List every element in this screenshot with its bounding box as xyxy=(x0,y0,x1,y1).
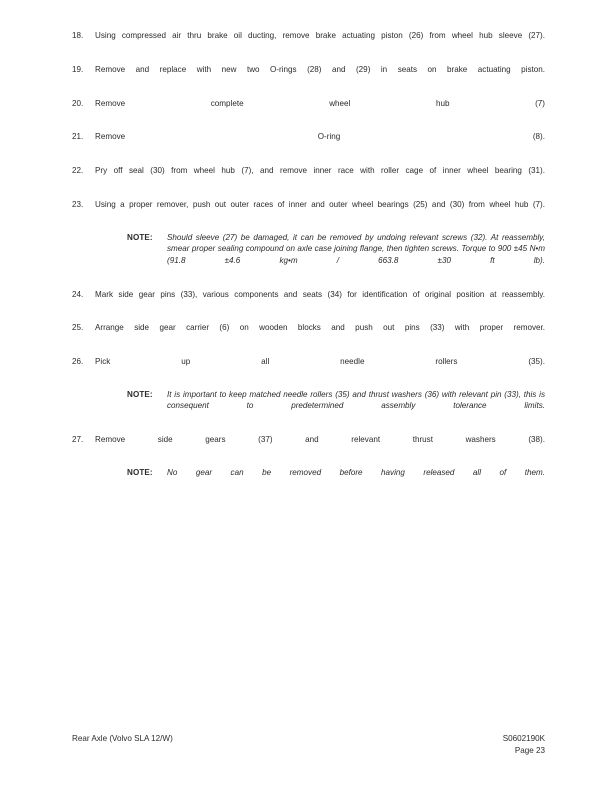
procedure-step xyxy=(72,64,545,87)
step-number: 21. xyxy=(72,132,84,142)
step-text: Remove side gears (37) and relevant thrust washers (38). xyxy=(95,435,545,445)
step-number: 22. xyxy=(72,166,84,176)
note-block xyxy=(127,389,545,423)
step-text: Pick up all needle rollers (35). xyxy=(95,357,545,367)
procedure-step xyxy=(72,322,545,345)
procedure-step xyxy=(72,434,545,457)
step-number: 23. xyxy=(72,200,84,210)
procedure-step xyxy=(72,165,545,188)
note-label: NOTE: xyxy=(127,232,153,242)
step-text: Using compressed air thru brake oil ducting, remove brake actuating piston (26) from wheel hub sleeve (27). xyxy=(95,31,545,40)
step-number: 20. xyxy=(72,98,84,108)
procedure-body xyxy=(72,30,545,490)
note-text: It is important to keep matched needle rollers (35) and thrust washers (36) with relevant pin (33), this is consequent to predetermined assembly tolerance limits. xyxy=(167,389,545,411)
footer-document-code: S0602190K xyxy=(502,734,545,743)
procedure-step xyxy=(72,98,545,121)
footer-page-number: Page 23 xyxy=(514,746,545,755)
step-number: 27. xyxy=(72,435,84,445)
step-number: 26. xyxy=(72,357,84,367)
step-text: Using a proper remover, push out outer races of inner and outer wheel bearings (25) and (30) from wheel hub (7). xyxy=(95,200,545,210)
note-text: No gear can be removed before having released all of them. xyxy=(167,467,545,477)
note-label: NOTE: xyxy=(127,389,153,399)
footer-section-title: Rear Axle (Volvo SLA 12/W) xyxy=(72,734,173,743)
note-block xyxy=(127,467,545,490)
step-number: 18. xyxy=(72,31,84,40)
note-text: Should sleeve (27) be damaged, it can be removed by undoing relevant screws (32). At reassembly, smear proper sealing compound on axle case joining flange, then tighten screws. Torque to 900 ±45 N•m (91.8 ±4.6 kg•m / 663.8 ±30 ft lb). xyxy=(167,232,545,265)
step-text: Remove and replace with new two O-rings (28) and (29) in seats on brake actuating piston. xyxy=(95,64,545,74)
procedure-step xyxy=(72,131,545,154)
footer-meta xyxy=(503,733,545,757)
step-number: 24. xyxy=(72,289,84,299)
procedure-step xyxy=(72,199,545,222)
step-text: Arrange side gear carrier (6) on wooden blocks and push out pins (33) with proper remover. xyxy=(95,323,545,333)
step-text: Mark side gear pins (33), various components and seats (34) for identification of original position at reassembly. xyxy=(95,289,545,299)
procedure-step xyxy=(72,30,545,53)
step-text: Pry off seal (30) from wheel hub (7), and remove inner race with roller cage of inner wheel bearing (31). xyxy=(95,166,545,176)
note-block xyxy=(127,232,545,278)
step-text: Remove complete wheel hub (7) xyxy=(95,98,545,108)
procedure-step xyxy=(72,289,545,312)
step-number: 19. xyxy=(72,64,84,74)
step-text: Remove O-ring (8). xyxy=(95,132,545,142)
procedure-step xyxy=(72,356,545,379)
step-number: 25. xyxy=(72,323,84,333)
note-label: NOTE: xyxy=(127,467,153,477)
